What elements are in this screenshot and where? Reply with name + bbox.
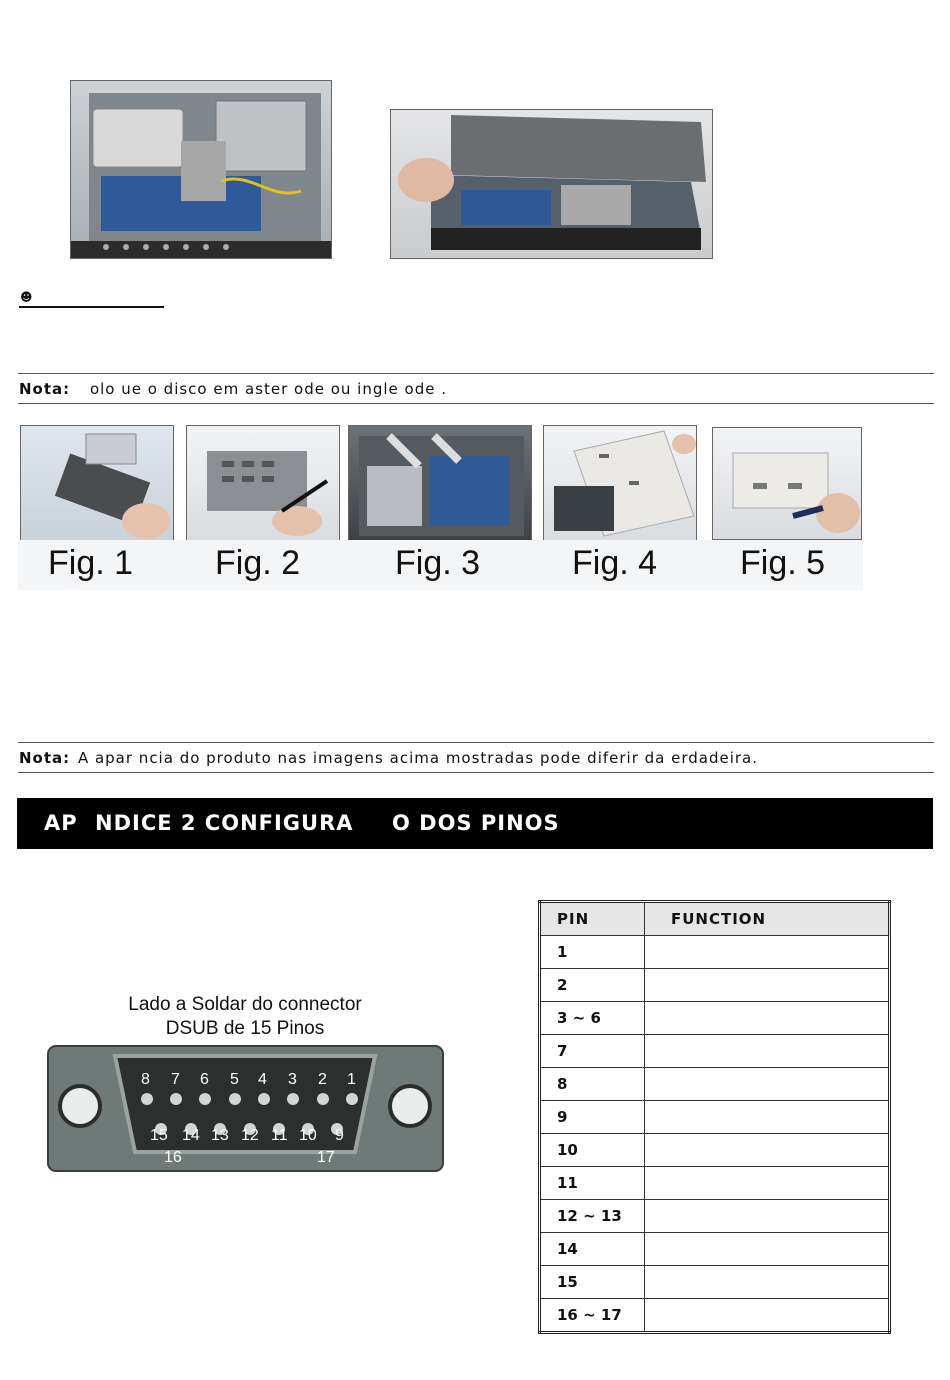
- pin-cell: 3 ~ 6: [540, 1002, 645, 1035]
- dvr-interior-photo: [70, 80, 332, 259]
- table-row: [540, 969, 890, 1002]
- function-cell: [645, 1167, 890, 1200]
- banner-part-3: O DOS PINOS: [392, 811, 560, 835]
- pin-cell: 7: [540, 1035, 645, 1068]
- function-cell: [645, 1200, 890, 1233]
- table-row: [540, 1002, 890, 1035]
- pin-label-1: 1: [347, 1071, 356, 1088]
- note-text: olo ue o disco em aster ode ou ingle ode .: [89, 380, 448, 398]
- note-text: A apar ncia do produto nas imagens acima mostradas pode diferir da erdadeira.: [77, 749, 759, 767]
- table-row: [540, 1035, 890, 1068]
- pin-label-7: 7: [171, 1071, 180, 1088]
- pin-label-2: 2: [318, 1071, 327, 1088]
- table-row: [540, 1068, 890, 1101]
- function-cell: [645, 1299, 890, 1333]
- underline-rule: [19, 306, 164, 308]
- table-row: [540, 1167, 890, 1200]
- pin-cell: 9: [540, 1101, 645, 1134]
- pin-cell: 15: [540, 1266, 645, 1299]
- pin-label-5: 5: [230, 1071, 239, 1088]
- function-cell: [645, 1233, 890, 1266]
- pin-cell: 16 ~ 17: [540, 1299, 645, 1333]
- table-row: [540, 1101, 890, 1134]
- note-appearance: [18, 742, 934, 773]
- table-header-row: [540, 902, 890, 936]
- pin-cell: 2: [540, 969, 645, 1002]
- pin-cell: 11: [540, 1167, 645, 1200]
- table-row: [540, 1233, 890, 1266]
- function-column-header: FUNCTION: [645, 902, 890, 936]
- pin-label-3: 3: [288, 1071, 297, 1088]
- pin-label-16: 16: [164, 1149, 182, 1166]
- pin-label-17: 17: [317, 1149, 335, 1166]
- function-cell: [645, 1035, 890, 1068]
- table-row: [540, 936, 890, 969]
- banner-part-1: AP: [44, 811, 78, 835]
- pin-cell: 10: [540, 1134, 645, 1167]
- table-row: [540, 1266, 890, 1299]
- pin-label-11: 11: [271, 1127, 288, 1144]
- fig-1-photo: [20, 425, 174, 541]
- pin-column-header: PIN: [540, 902, 645, 936]
- connector-title-line-1: Lado a Soldar do connector: [128, 994, 362, 1015]
- fig-4-photo: [543, 425, 697, 541]
- pin-cell: 1: [540, 936, 645, 969]
- function-cell: [645, 1068, 890, 1101]
- fig-5-caption: Fig. 5: [740, 544, 826, 582]
- bullet-symbol: ☻: [20, 290, 33, 304]
- table-row: [540, 1299, 890, 1333]
- pin-label-6: 6: [200, 1071, 209, 1088]
- function-cell: [645, 1101, 890, 1134]
- fig-1-caption: Fig. 1: [48, 544, 134, 582]
- fig-3-caption: Fig. 3: [395, 544, 481, 582]
- pin-label-10: 10: [299, 1127, 317, 1144]
- function-cell: [645, 1266, 890, 1299]
- pin-label-8: 8: [141, 1071, 150, 1088]
- pin-label-14: 14: [182, 1127, 200, 1144]
- table-row: [540, 1134, 890, 1167]
- note-master-slave: [18, 373, 934, 404]
- connector-title-line-2: DSUB de 15 Pinos: [165, 1018, 325, 1039]
- fig-3-photo: [348, 425, 532, 541]
- pin-label-12: 12: [241, 1127, 259, 1144]
- pin-cell: 12 ~ 13: [540, 1200, 645, 1233]
- pin-label-15: 15: [150, 1127, 168, 1144]
- fig-2-photo: [186, 425, 340, 541]
- pin-cell: 8: [540, 1068, 645, 1101]
- banner-part-2: NDICE 2 CONFIGURA: [95, 811, 354, 835]
- pin-cell: 14: [540, 1233, 645, 1266]
- dsub-connector-diagram: [45, 984, 445, 1176]
- function-cell: [645, 1134, 890, 1167]
- table-row: [540, 1200, 890, 1233]
- pin-label-4: 4: [258, 1071, 267, 1088]
- note-label: Nota:: [19, 380, 71, 398]
- dvr-cover-removal-photo: [390, 109, 713, 259]
- pin-label-9: 9: [335, 1127, 344, 1144]
- fig-4-caption: Fig. 4: [572, 544, 658, 582]
- pin-label-13: 13: [211, 1127, 229, 1144]
- section-banner: [17, 798, 933, 849]
- fig-2-caption: Fig. 2: [215, 544, 301, 582]
- function-cell: [645, 969, 890, 1002]
- function-cell: [645, 936, 890, 969]
- fig-5-photo: [712, 427, 862, 540]
- pin-function-table: [538, 900, 891, 1334]
- function-cell: [645, 1002, 890, 1035]
- note-label: Nota:: [19, 749, 71, 767]
